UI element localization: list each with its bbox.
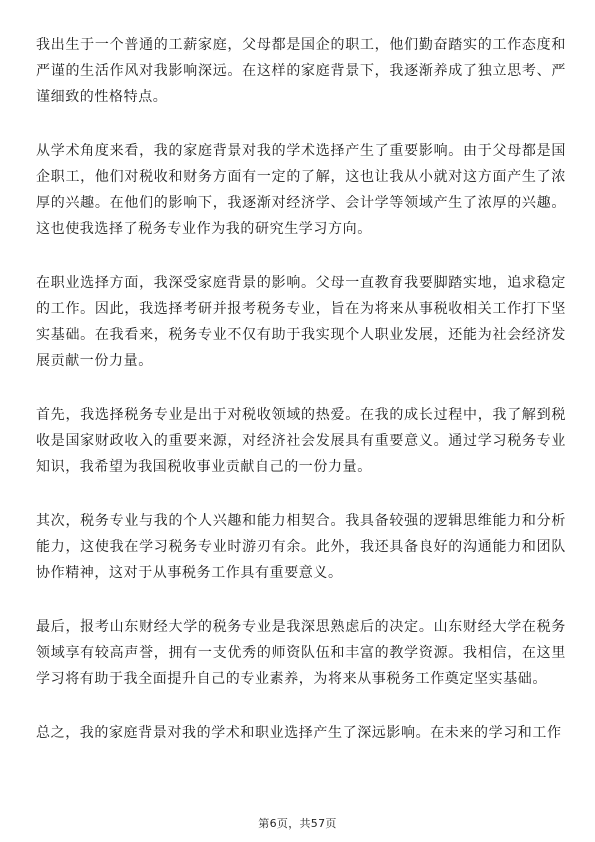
paragraph-second-reason: 其次，税务专业与我的个人兴趣和能力相契合。我具备较强的逻辑思维能力和分析能力，这使我在学习税务专业时游刃有余。此外，我还具备良好的沟通能力和团队协作精神，这对于从事税务工作具有重要意义。 [36, 513, 566, 581]
paragraph-career-choice: 在职业选择方面，我深受家庭背景的影响。父母一直教育我要脚踏实地，追求稳定的工作。因此，我选择考研并报考税务专业，旨在为将来从事税收相关工作打下坚实基础。在我看来，税务专业不仅有助于我实现个人职业发展，还能为社会经济发展贡献一份力量。 [36, 275, 566, 369]
document-body [36, 32, 566, 746]
paragraph-third-reason: 最后，报考山东财经大学的税务专业是我深思熟虑后的决定。山东财经大学在税务领域享有较高声誉，拥有一支优秀的师资队伍和丰富的教学资源。我相信，在这里学习将有助于我全面提升自己的专业素养，为将来从事税务工作奠定坚实基础。 [36, 619, 566, 687]
page-number-footer: 第6页，共57页 [258, 817, 337, 830]
paragraph-academic-influence: 从学术角度来看，我的家庭背景对我的学术选择产生了重要影响。由于父母都是国企职工，他们对税收和财务方面有一定的了解，这也让我从小就对这方面产生了浓厚的兴趣。在他们的影响下，我逐渐对经济学、会计学等领域产生了浓厚的兴趣。这也使我选择了税务专业作为我的研究生学习方向。 [36, 143, 566, 237]
paragraph-conclusion: 总之，我的家庭背景对我的学术和职业选择产生了深远影响。在未来的学习和工作 [36, 725, 562, 741]
paragraph-family-background: 我出生于一个普通的工薪家庭，父母都是国企的职工，他们勤奋踏实的工作态度和严谨的生活作风对我影响深远。在这样的家庭背景下，我逐渐养成了独立思考、严谨细致的性格特点。 [36, 37, 566, 105]
paragraph-first-reason: 首先，我选择税务专业是出于对税收领域的热爱。在我的成长过程中，我了解到税收是国家财政收入的重要来源，对经济社会发展具有重要意义。通过学习税务专业知识，我希望为我国税收事业贡献自己的一份力量。 [36, 407, 566, 475]
